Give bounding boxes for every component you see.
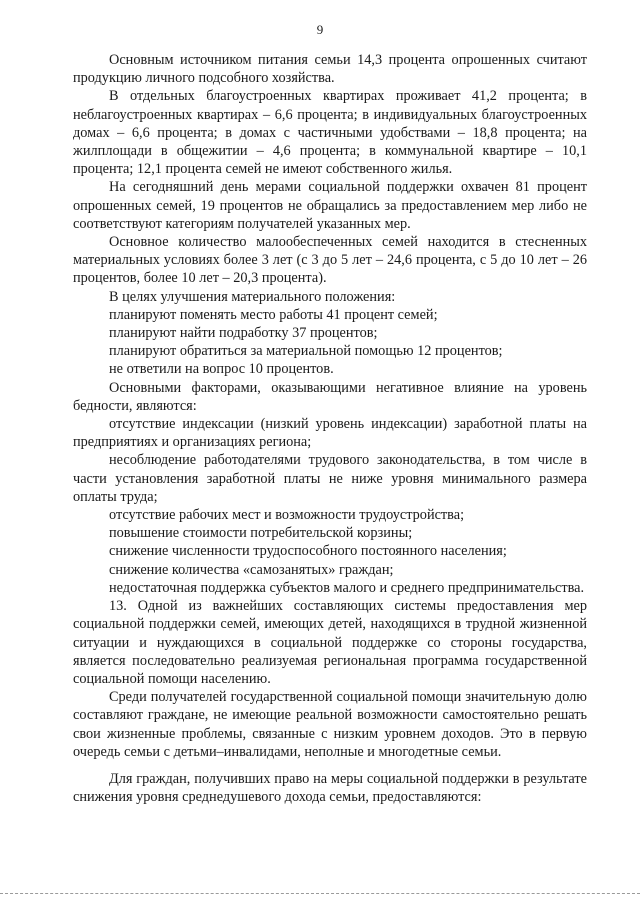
paragraph-factors-intro: Основными факторами, оказывающими негативное влияние на уровень бедности, являются: <box>73 379 587 414</box>
document-body <box>73 51 587 806</box>
paragraph-food-source: Основным источником питания семьи 14,3 процента опрошенных считают продукцию личного подсобного хозяйства. <box>73 52 587 87</box>
list-item-basket-cost: повышение стоимости потребительской корзины; <box>109 525 413 542</box>
list-item-no-jobs: отсутствие рабочих мест и возможности трудоустройства; <box>109 507 465 524</box>
list-item-labor-violations: несоблюдение работодателями трудового законодательства, в том числе в части установления заработной платы не ниже уровня минимального размера оплаты труда; <box>73 452 587 505</box>
list-item-population-decline: снижение численности трудоспособного постоянного населения; <box>109 543 507 560</box>
list-item-seek-aid: планируют обратиться за материальной помощью 12 процентов; <box>109 343 503 360</box>
page-number: 9 <box>316 22 324 37</box>
paragraph-measures-intro: Для граждан, получивших право на меры социальной поддержки в результате снижения уровня среднедушевого дохода семьи, предоставляются: <box>73 770 587 806</box>
paragraph-recipients: Среди получателей государственной социальной помощи значительную долю составляют граждане, не имеющие реальной возможности самостоятельно решать свои жизненные проблемы, связанные с низким уровнем доходов. Это в первую очередь семьи с детьми–инвалидами, неполные и многодетные семьи. <box>73 689 587 760</box>
paragraph-poverty-duration: Основное количество малообеспеченных семей находится в стесненных материальных условиях более 3 лет (с 3 до 5 лет – 24,6 процента, с 5 до 10 лет – 26 процентов, более 10 лет – 20,3 процента). <box>73 234 587 287</box>
paragraph-support-coverage: На сегодняшний день мерами социальной поддержки охвачен 81 процент опрошенных семей, 19 процентов не обращались за предоставлением мер либо не соответствуют категориям получателей указанных мер. <box>73 179 587 232</box>
list-item-no-indexation: отсутствие индексации (низкий уровень индексации) заработной платы на предприятиях и организациях региона; <box>73 416 587 451</box>
paragraph-improvement-intro: В целях улучшения материального положения: <box>109 288 396 305</box>
list-item-self-employed-decline: снижение количества «самозанятых» граждан; <box>109 561 394 578</box>
list-item-find-side-job: планируют найти подработку 37 процентов; <box>109 325 378 342</box>
list-item-small-business-support: недостаточная поддержка субъектов малого и среднего предпринимательства. <box>109 579 585 596</box>
list-item-no-answer: не ответили на вопрос 10 процентов. <box>109 361 334 378</box>
paragraph-section-13: 13. Одной из важнейших составляющих системы предоставления мер социальной поддержки семей, имеющих детей, находящихся в трудной жизненной ситуации и нуждающихся в социальной поддержке со стороны государства, является последовательно реализуемая региональная программа государственной социальной помощи населению. <box>73 598 587 687</box>
list-item-change-job: планируют поменять место работы 41 процент семей; <box>109 306 438 323</box>
scan-edge-line <box>0 893 640 894</box>
paragraph-housing: В отдельных благоустроенных квартирах проживает 41,2 процента; в неблагоустроенных квартирах – 6,6 процента; в индивидуальных благоустроенных домах – 6,6 процента; в домах с частичными удобствами – 18,8 процента; на жилплощади в общежитии – 4,6 процента; в коммунальной квартире – 10,1 процента; 12,1 процента семей не имеют собственного жилья. <box>73 88 587 178</box>
